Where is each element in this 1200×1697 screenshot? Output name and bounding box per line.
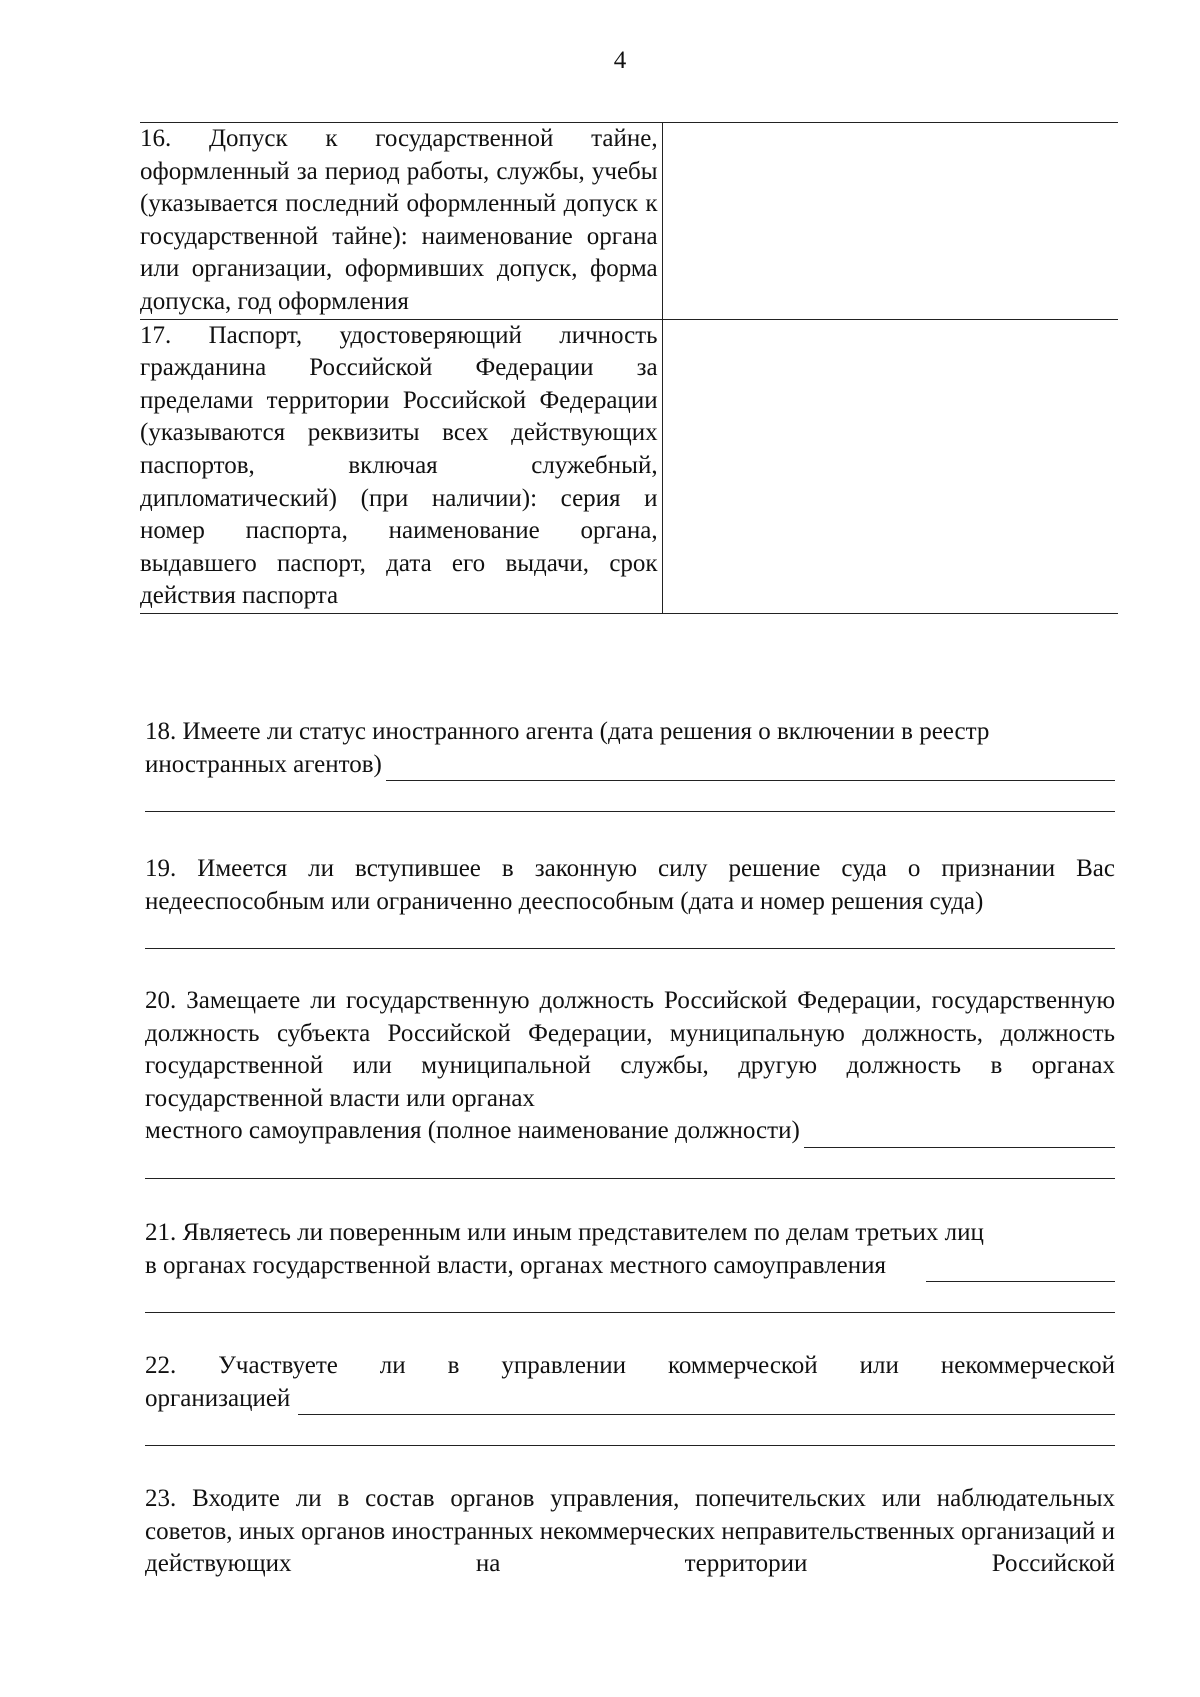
table-row [140, 319, 1118, 613]
row-16-answer-field[interactable] [662, 123, 1118, 320]
question-19-text: 19. Имеется ли вступившее в законную силу решение суда о признании Вас недееспособным или ограниченно дееспособным (дата и номер решения суда) [145, 855, 1115, 915]
question-20-last-line [145, 1115, 1115, 1148]
question-18-answer-line[interactable] [145, 781, 1115, 812]
question-21-text-line1: 21. Являетесь ли поверенным или иным представителем по делам третьих лиц [145, 1219, 984, 1246]
question-18-line2 [145, 749, 1115, 782]
question-19 [145, 853, 1115, 949]
page-number: 4 [613, 47, 627, 74]
question-20-answer-field[interactable] [804, 1121, 1115, 1148]
question-20-answer-line[interactable] [145, 1148, 1115, 1179]
question-20-text: 20. Замещаете ли государственную должность Российской Федерации, государственную должность субъекта Российской Федерации, муниципальную должность, должность государственной или муниципальной службы, другую должность в органах государственной власти или органах [145, 987, 1115, 1112]
question-21-text-line2: в органах государственной власти, органах местного самоуправления [145, 1251, 887, 1279]
question-21 [145, 1217, 1115, 1313]
question-18 [145, 716, 1115, 812]
question-22-answer-line[interactable] [145, 1415, 1115, 1446]
row-17-answer-field[interactable] [662, 319, 1118, 613]
question-23-text: 23. Входите ли в состав органов управления, попечительских или наблюдательных советов, иных органов иностранных некоммерческих неправительственных организаций и действующих на территории Российской [145, 1485, 1115, 1578]
question-22-text-line2: организацией [145, 1384, 291, 1412]
table-row [140, 123, 1118, 320]
question-20-text-last-line: местного самоуправления (полное наименование должности) [145, 1117, 800, 1145]
question-18-text-line1: 18. Имеете ли статус иностранного агента (дата решения о включении в реестр [145, 718, 990, 745]
question-22 [145, 1350, 1115, 1446]
question-19-answer-line[interactable] [145, 918, 1115, 949]
question-21-answer-line[interactable] [145, 1282, 1115, 1313]
question-22-text-line1: 22. Участвуете ли в управлении коммерческой или некоммерческой [145, 1352, 1115, 1379]
question-18-answer-field[interactable] [386, 754, 1115, 781]
question-18-text-line2: иностранных агентов) [145, 750, 382, 778]
clearance-passport-table [140, 122, 1118, 614]
row-17-label: 17. Паспорт, удостоверяющий личность гражданина Российской Федерации за пределами территории Российской Федерации (указываются реквизиты всех действующих паспортов, включая служебный, дипломатический) (при наличии): серия и номер паспорта, наименование органа, выдавшего паспорт, дата его выдачи, срок действия паспорта [140, 319, 662, 613]
question-21-line2 [145, 1250, 1115, 1283]
question-21-answer-field[interactable] [926, 1255, 1115, 1282]
question-20 [145, 985, 1115, 1179]
question-22-answer-field[interactable] [298, 1388, 1115, 1415]
question-22-line2 [145, 1383, 1115, 1416]
question-23 [145, 1483, 1115, 1581]
row-16-label: 16. Допуск к государственной тайне, оформленный за период работы, службы, учебы (указывается последний оформленный допуск к государственной тайне): наименование органа или организации, оформивших допуск, форма допуска, год оформления [140, 123, 662, 320]
